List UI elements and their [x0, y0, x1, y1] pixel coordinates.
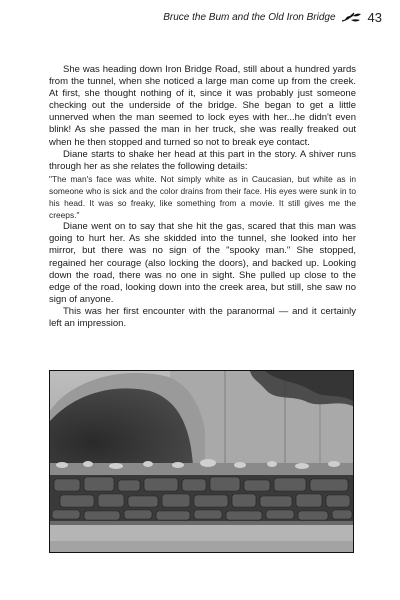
- page-number: 43: [367, 9, 382, 25]
- running-head: [40, 8, 382, 26]
- block-quote: "The man's face was white. Not simply white as in Caucasian, but white as in someone who is sick and the color drains from their face. His eyes were sunk in to his head. It was so freaky, like something from a movie. It still gives me the creeps.": [49, 173, 356, 221]
- book-title: Bruce the Bum and the Old Iron Bridge: [163, 11, 336, 23]
- paragraph-2: Diane starts to shake her head at this part in the story. A shiver runs through her as she relates the following details:: [49, 148, 356, 172]
- paragraph-4: This was her first encounter with the paranormal — and it certainly left an impression.: [49, 305, 356, 329]
- tunnel-photo: [49, 370, 354, 553]
- paragraph-3: Diane went on to say that she hit the gas, scared that this man was going to hurt her. As she skidded into the tunnel, she looked into her mirror, but there was no sign of the "spooky man." She stopped, regained her courage (also locking the doors), and backed up. Looking down the road, there was no one in sight. She pulled up close to the edge of the road, looking down into the creek area, but still, she saw no sign of anyone.: [49, 221, 356, 305]
- body-text: [49, 64, 356, 330]
- leaf-ornament-icon: [341, 11, 363, 23]
- paragraph-1: She was heading down Iron Bridge Road, still about a hundred yards from the tunnel, when she noticed a large man come up from the creek. At first, she thought nothing of it, since it was probably just someone checking out the underside of the bridge. She began to get a little unnerved when the man seemed to lock eyes with her...he didn't even blink! As she passed the man in her truck, she was really freaked out when he then stopped and turned so not to break eye contact.: [49, 64, 356, 148]
